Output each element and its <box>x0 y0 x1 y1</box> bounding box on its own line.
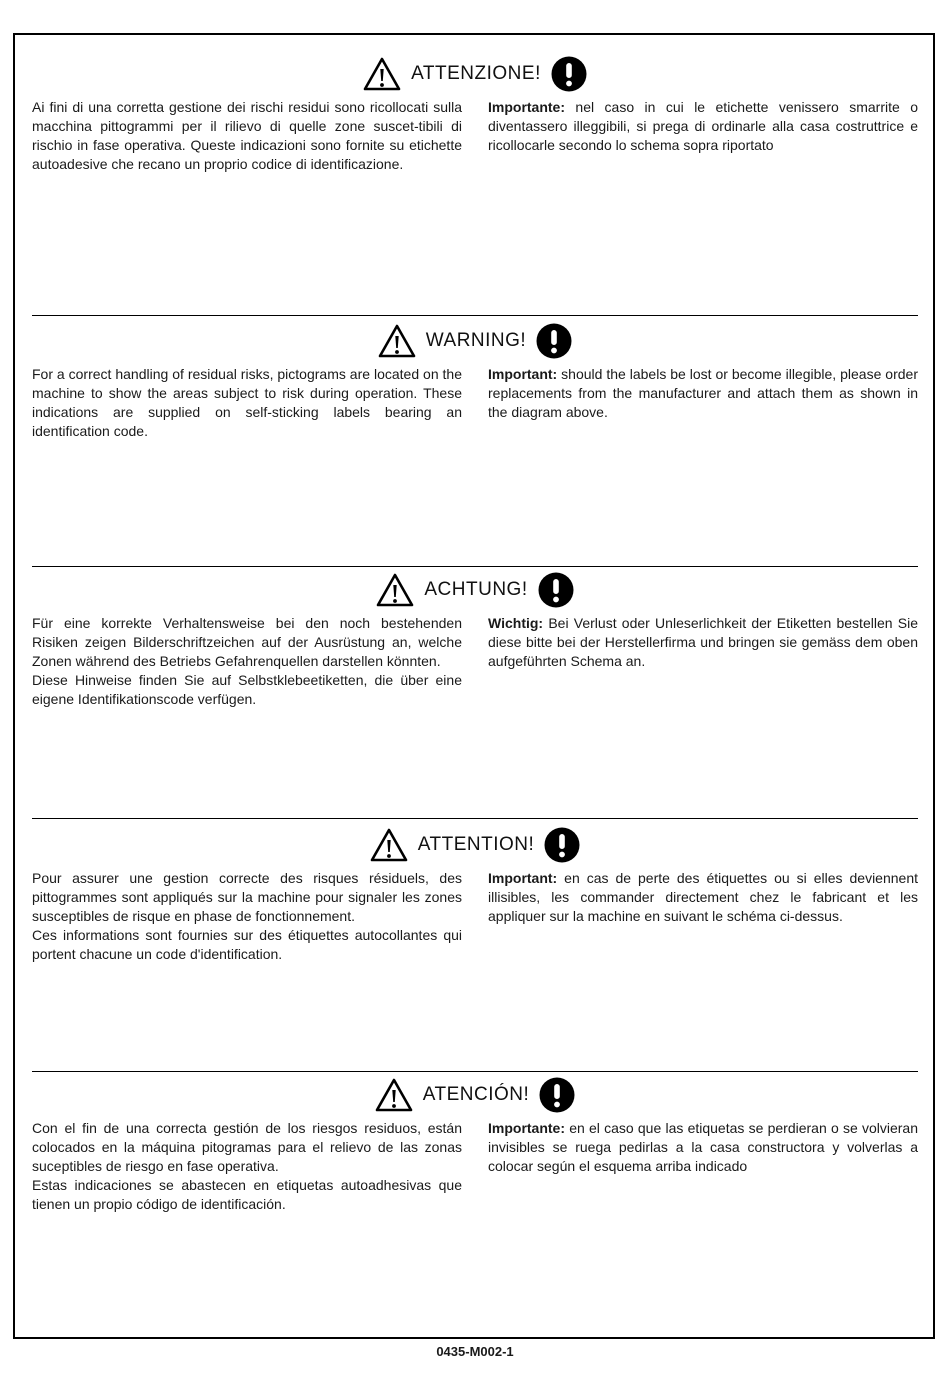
section-german <box>32 570 918 709</box>
important-label: Importante: <box>488 1120 565 1136</box>
section-heading <box>32 1075 918 1115</box>
paragraph: Con el fin de una correcta gestión de los riesgos residuos, están colocados en la máquina pitogramas para el relievo de las zonas suceptibles de riesgo en fase operativa. <box>32 1120 462 1174</box>
section-spanish <box>32 1075 918 1214</box>
section-title: ATTENZIONE! <box>411 63 541 84</box>
warning-triangle-icon <box>378 324 416 358</box>
warning-triangle-icon <box>370 828 408 862</box>
section-title: ACHTUNG! <box>424 579 528 600</box>
warning-triangle-icon <box>363 57 401 91</box>
section-left-text <box>32 1119 462 1214</box>
document-code: 0435-M002-1 <box>436 1344 514 1359</box>
paragraph: Ces informations sont fournies sur des étiquettes autocollantes qui portent chacune un code d'identification. <box>32 927 462 962</box>
section-title: WARNING! <box>425 330 527 351</box>
section-title: ATENCIÓN! <box>422 1084 530 1105</box>
section-heading <box>32 570 918 610</box>
exclamation-circle-icon <box>539 1077 575 1113</box>
section-right-text <box>488 1119 918 1214</box>
exclamation-circle-icon <box>538 572 574 608</box>
warning-triangle-icon <box>375 1078 413 1112</box>
important-text: Bei Verlust oder Unleserlichkeit der Etiketten bestellen Sie diese bitte bei der Herstellerfirma und bringen sie gemäss dem oben aufgeführten Schema an. <box>488 615 918 669</box>
important-label: Wichtig: <box>488 615 544 631</box>
important-text: en cas de perte des étiquettes ou si elles deviennent illisibles, les commander directement chez le fabricant et les appliquer sur la machine en suivant le schéma ci-dessus. <box>488 870 918 924</box>
section-left-text <box>32 869 462 964</box>
section-right-text <box>488 869 918 964</box>
section-title: ATTENTION! <box>417 834 535 855</box>
section-left-text <box>32 98 462 174</box>
section-left-text <box>32 365 462 441</box>
paragraph: Für eine korrekte Verhaltensweise bei den noch bestehenden Risiken zeigen Bilderschriftzeichen auf der Ausrüstung an, welche Zonen während des Betriebs Gefahrenquellen darstellen könnten. <box>32 615 462 669</box>
paragraph: For a correct handling of residual risks, pictograms are located on the machine to show the areas subject to risk during operation. These indications are supplied on self-sticking labels bearing an identification code. <box>32 366 462 439</box>
section-right-text <box>488 365 918 441</box>
paragraph: Estas indicaciones se abastecen en etiquetas autoadhesivas que tienen un propio código de identificación. <box>32 1177 462 1212</box>
exclamation-circle-icon <box>536 323 572 359</box>
section-french <box>32 825 918 964</box>
important-text: nel caso in cui le etichette venissero smarrite o diventassero illeggibili, si prega di ordinarle alla casa costruttrice e ricollocarle secondo lo schema sopra riportato <box>488 99 918 153</box>
exclamation-circle-icon <box>551 56 587 92</box>
section-heading <box>32 321 918 361</box>
important-label: Important: <box>488 366 558 382</box>
section-divider <box>32 566 918 567</box>
section-divider <box>32 315 918 316</box>
section-right-text <box>488 98 918 174</box>
exclamation-circle-icon <box>544 827 580 863</box>
section-heading <box>32 54 918 94</box>
important-text: should the labels be lost or become illegible, please order replacements from the manufacturer and attach them as shown in the diagram above. <box>488 366 918 420</box>
paragraph: Diese Hinweise finden Sie auf Selbstklebeetiketten, die über eine eigene Identifikationscode verfügen. <box>32 672 462 707</box>
section-left-text <box>32 614 462 709</box>
important-label: Important: <box>488 870 558 886</box>
section-italian <box>32 54 918 174</box>
important-text: en el caso que las etiquetas se perdieran o se volvieran invisibles se ruega pedirlas a la casa constructora y volverlas a colocar según el esquema arriba indicado <box>488 1120 918 1174</box>
paragraph: Ai fini di una corretta gestione dei rischi residui sono ricollocati sulla macchina pittogrammi per il rilievo di quelle zone suscet-tibili di rischio in fase operativa. Queste indicazioni sono fornite su etichette autoadesive che recano un proprio codice di identificazione. <box>32 99 462 172</box>
warning-triangle-icon <box>376 573 414 607</box>
section-heading <box>32 825 918 865</box>
paragraph: Pour assurer une gestion correcte des risques résiduels, des pittogrammes sont appliqués sur la machine pour signaler les zones susceptibles de risque en phase de fonctionnement. <box>32 870 462 924</box>
section-english <box>32 321 918 441</box>
section-right-text <box>488 614 918 709</box>
section-divider <box>32 818 918 819</box>
important-label: Importante: <box>488 99 565 115</box>
section-divider <box>32 1071 918 1072</box>
